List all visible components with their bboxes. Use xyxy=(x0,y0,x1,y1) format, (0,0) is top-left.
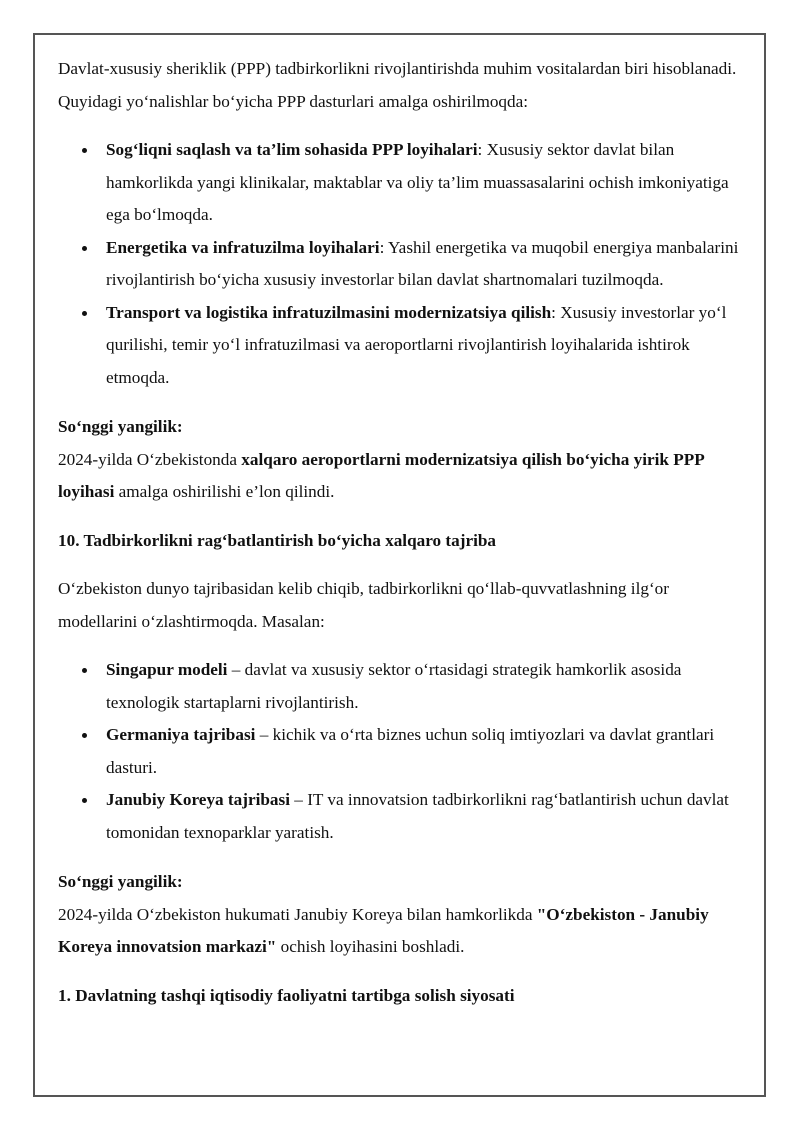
news-text-after: ochish loyihasini boshladi. xyxy=(276,937,465,956)
international-list xyxy=(58,654,748,849)
news-text-bold: xalqaro aeroportlarni modernizatsiya qilish bo‘yicha yirik PPP loyihasi xyxy=(58,449,704,501)
news-text-before: 2024-yilda O‘zbekiston hukumati Janubiy Koreya bilan hamkorlikda xyxy=(58,904,537,924)
intro-paragraph: Davlat-xususiy sheriklik (PPP) tadbirkorlikni rivojlantirishda muhim vositalardan biri hisoblanadi. Quyidagi yo‘nalishlar bo‘yicha PPP dasturlari amalga oshirilmoqda: xyxy=(58,59,737,111)
list-item xyxy=(106,654,748,719)
news-text xyxy=(58,444,748,509)
news-text xyxy=(58,899,748,964)
news-label: So‘nggi yangilik: xyxy=(58,872,183,891)
section-heading-1: 1. Davlatning tashqi iqtisodiy faoliyatni tartibga solish siyosati xyxy=(58,985,515,1005)
list-item-title: Singapur modeli xyxy=(106,660,228,679)
news-block-2 xyxy=(58,866,748,964)
list-item xyxy=(106,232,748,297)
document-content xyxy=(58,53,748,1028)
news-block-1 xyxy=(58,411,748,509)
list-item-text: : Xususiy investorlar yo‘l qurilishi, temir yo‘l infratuzilmasi va aeroportlarni rivojlantirish loyihalarida ishtirok etmoqda. xyxy=(106,302,727,387)
news-text-bold: "O‘zbekiston - Janubiy Koreya innovatsion markazi" xyxy=(58,904,709,956)
list-item-title: Transport va logistika infratuzilmasini modernizatsiya qilish xyxy=(106,302,552,322)
list-item-text: – IT va innovatsion tadbirkorlikni rag‘batlantirish uchun davlat tomonidan texnoparklar yaratish. xyxy=(106,790,729,842)
list-item-text: – kichik va o‘rta biznes uchun soliq imtiyozlari va davlat grantlari dasturi. xyxy=(106,725,715,777)
list-item xyxy=(106,134,748,232)
section-intro: O‘zbekiston dunyo tajribasidan kelib chiqib, tadbirkorlikni qo‘llab-quvvatlashning ilg‘or modellarini o‘zlashtirmoqda. Masalan: xyxy=(58,579,669,631)
ppp-list xyxy=(58,134,748,394)
list-item xyxy=(106,297,748,395)
news-text-after: amalga oshirilishi e’lon qilindi. xyxy=(114,482,335,501)
list-item xyxy=(106,719,748,784)
news-text-before: 2024-yilda O‘zbekistonda xyxy=(58,449,242,469)
list-item-text: : Xususiy sektor davlat bilan hamkorlikda yangi klinikalar, maktablar va oliy ta’lim muassasalarini ochish imkoniyatiga ega bo‘lmoqda. xyxy=(106,140,729,224)
list-item-title: Energetika va infratuzilma loyihalari xyxy=(106,237,380,257)
list-item-title: Germaniya tajribasi xyxy=(106,725,256,744)
list-item-title: Sog‘liqni saqlash va ta’lim sohasida PPP loyihalari xyxy=(106,140,478,159)
list-item-text: – davlat va xususiy sektor o‘rtasidagi strategik hamkorlik asosida texnologik startaplarni rivojlantirish. xyxy=(106,660,682,712)
list-item-title: Janubiy Koreya tajribasi xyxy=(106,790,290,809)
news-label: So‘nggi yangilik: xyxy=(58,417,183,436)
list-item-text: : Yashil energetika va muqobil energiya manbalarini rivojlantirish bo‘yicha xususiy investorlar bilan davlat shartnomalari tuzilmoqda. xyxy=(106,237,739,289)
section-heading-10: 10. Tadbirkorlikni rag‘batlantirish bo‘yicha xalqaro tajriba xyxy=(58,530,497,550)
list-item xyxy=(106,784,748,849)
